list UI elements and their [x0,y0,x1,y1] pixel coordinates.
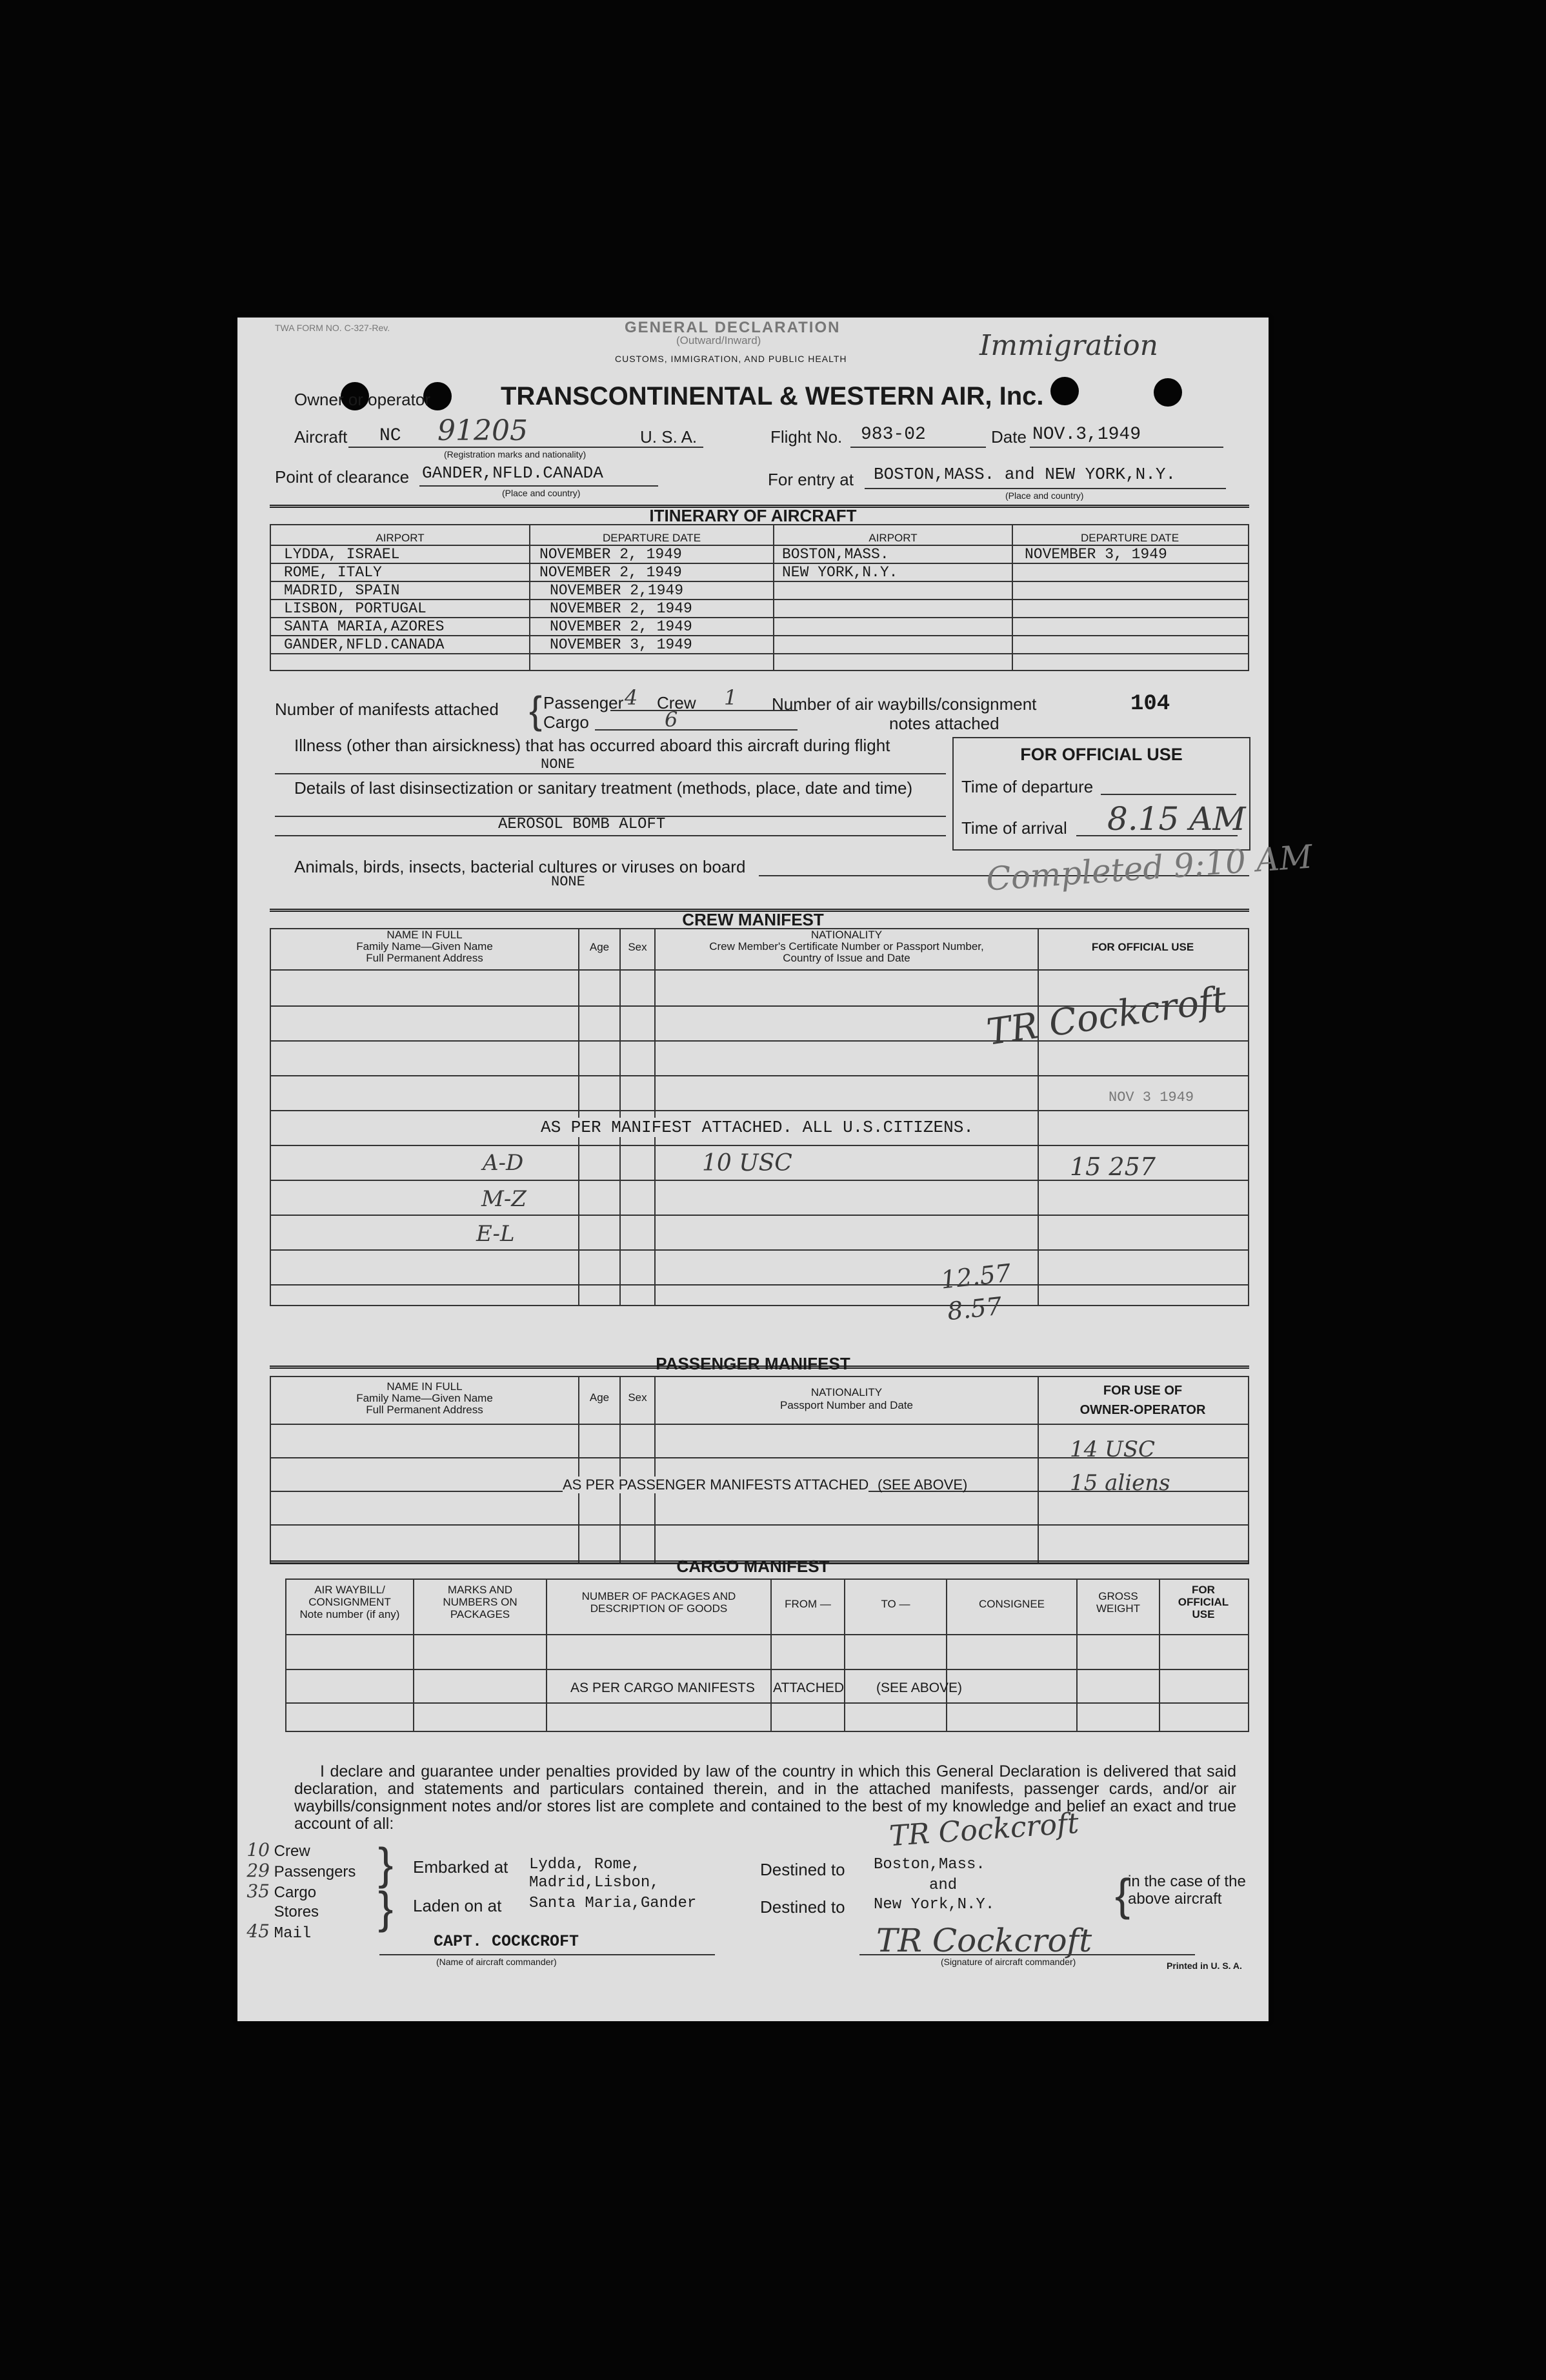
crew-col-nationality [656,929,1038,964]
itinerary-date: NOVEMBER 2, 1949 [539,564,682,581]
itinerary-airport: MADRID, SPAIN [284,582,400,599]
cargo-row-line [285,1702,1248,1704]
passenger-hand-aliens: 15 aliens [1070,1470,1170,1496]
passenger-row-line [270,1524,1248,1526]
crew-row-line [270,1110,1248,1111]
printed-note: Printed in U. S. A. [1167,1961,1242,1971]
passenger-col-age: Age [589,1391,610,1404]
count-passengers-label: Passengers [274,1863,356,1881]
animals-label: Animals, birds, insects, bacterial cultures or viruses on board [294,857,746,876]
date-line [1030,447,1223,448]
illness-value: NONE [541,756,575,772]
itinerary-date: NOVEMBER 2, 1949 [550,600,692,617]
manifest-passenger-value: 4 [625,685,638,710]
cargo-col-line: NUMBERS ON [443,1596,517,1608]
cargo-typed-attached: ATTACHED [773,1680,845,1695]
crew-header-line [270,969,1248,971]
arrival-label: Time of arrival [961,818,1067,838]
count-passengers-value: 29 [246,1860,270,1881]
crew-col-nat-line: NATIONALITY [810,929,883,941]
destined-label: Destined to [760,1897,845,1917]
passenger-col-name-line: NAME IN FULL [386,1380,463,1393]
count-stores [243,1902,352,1922]
form-title: GENERAL DECLARATION [625,319,841,336]
animals-value: NONE [551,874,585,890]
cargo-col-line: MARKS AND [447,1584,513,1596]
cargo-col-line: CONSIGNMENT [308,1596,391,1608]
completed-note: Completed 9:10 AM [985,838,1314,898]
itinerary-title: ITINERARY OF AIRCRAFT [649,506,857,525]
count-crew-value: 10 [246,1839,270,1861]
commander-caption: (Name of aircraft commander) [436,1957,557,1967]
departure-line [1101,794,1236,795]
cargo-col-line: OFFICIAL [1178,1596,1229,1608]
aircraft-number: 91205 [437,414,528,447]
cargo-col-line: WEIGHT [1096,1602,1140,1615]
signature-caption: (Signature of aircraft commander) [941,1957,1076,1967]
declaration-counts [243,1839,356,1944]
cargo-col-description [547,1590,770,1615]
passenger-col-sex: Sex [628,1391,647,1404]
count-mail [243,1922,352,1944]
count-mail-label: Mail [274,1925,312,1942]
passenger-typed-note: AS PER PASSENGER MANIFESTS ATTACHED [563,1477,869,1493]
crew-col-official: FOR OFFICIAL USE [1091,941,1194,953]
crew-col-divider [1038,928,1039,1305]
itinerary-date: NOVEMBER 3, 1949 [1025,546,1167,563]
cargo-manifest-title: CARGO MANIFEST [676,1557,830,1576]
count-crew-label: Crew [274,1842,310,1860]
crew-col-age: Age [589,941,610,953]
cargo-col-line: AIR WAYBILL/ [314,1584,385,1596]
official-signature: TR Cockcroft [984,978,1229,1054]
manifest-crew-label: Crew [657,693,696,712]
commander-name: CAPT. COCKCROFT [434,1932,579,1951]
punch-hole [1154,378,1182,407]
crew-hand-usc: 10 USC [702,1150,792,1176]
case-brace: { [1115,1870,1130,1920]
aircraft-caption: (Registration marks and nationality) [444,449,587,459]
manifests-brace: { [529,689,543,732]
crew-hand-el: E-L [476,1221,515,1247]
disinsect-line-2 [275,835,946,836]
itinerary-airport: SANTA MARIA,AZORES [284,618,445,635]
official-use-title: FOR OFFICIAL USE [1020,745,1183,764]
manifest-crew-value: 1 [724,685,738,710]
crew-col-divider [619,928,621,1305]
manifest-passenger-line [610,710,798,711]
count-cargo-label: Cargo [274,1884,317,1901]
crew-hand-num2: 8.57 [945,1291,1003,1326]
immigration-handwriting: Immigration [979,329,1158,362]
cargo-see-above: (SEE ABOVE) [876,1680,963,1695]
itinerary-col-airport: AIRPORT [868,532,918,544]
count-stores-label: Stores [274,1903,319,1921]
crew-hand-mz: M-Z [481,1186,527,1212]
destined-1: Boston,Mass. [874,1856,985,1873]
crew-col-divider [578,928,579,1305]
cargo-typed-note: AS PER CARGO MANIFESTS [570,1680,755,1695]
entry-caption: (Place and country) [1005,490,1084,501]
aircraft-label: Aircraft [294,427,348,447]
entry-value: BOSTON,MASS. and NEW YORK,N.Y. [874,465,1176,484]
laden-value: Santa Maria,Gander [529,1895,697,1912]
crew-hand-num1: 12.57 [939,1258,1012,1295]
arrival-value: 8.15 AM [1107,800,1246,838]
crew-col-name [271,929,578,964]
cargo-col-official [1160,1584,1247,1620]
crew-col-sex: Sex [628,941,647,953]
manifest-cargo-value: 6 [665,707,678,732]
destined-and: and [929,1877,958,1894]
manifests-label: Number of manifests attached [275,700,499,719]
captain-signature: TR Cockcroft [876,1922,1092,1959]
itinerary-date: NOVEMBER 2,1949 [550,582,684,599]
flight-line [850,447,986,448]
cargo-col-line: NUMBER OF PACKAGES AND [581,1590,736,1602]
crew-typed-note: AS PER MANIFEST ATTACHED. ALL U.S.CITIZENS. [541,1118,974,1137]
clearance-value: GANDER,NFLD.CANADA [422,463,603,483]
passenger-col-owner-line: FOR USE OF [1103,1384,1183,1398]
crew-stamp-date: NOV 3 1949 [1109,1089,1194,1105]
cargo-col-marks [414,1584,546,1620]
crew-row-line [270,1215,1248,1216]
passenger-col-name [271,1381,578,1416]
itinerary-airport: ROME, ITALY [284,564,382,581]
owner-value: TRANSCONTINENTAL & WESTERN AIR, Inc. [501,382,1044,410]
manifest-cargo-label: Cargo [543,712,589,732]
cargo-col-weight [1078,1590,1159,1615]
itinerary-row-line [270,563,1248,564]
passenger-col-name-line: Family Name—Given Name [356,1392,493,1404]
clearance-label: Point of clearance [275,467,410,487]
waybills-label-2: notes attached [889,714,999,733]
passenger-manifest-title: PASSENGER MANIFEST [656,1354,850,1373]
punch-hole [1050,377,1079,405]
form-direction: (Outward/Inward) [676,334,761,347]
cargo-row-line [285,1669,1248,1670]
form-number: TWA FORM NO. C-327-Rev. [275,323,390,333]
date-value: NOV.3,1949 [1032,425,1141,445]
destined-label: Destined to [760,1860,845,1879]
itinerary-col-date: DEPARTURE DATE [602,532,701,544]
crew-col-divider [654,928,656,1305]
itinerary-col-date: DEPARTURE DATE [1080,532,1180,544]
passenger-header-line [270,1424,1248,1425]
count-passengers [243,1860,356,1882]
crew-row-line [270,1040,1248,1042]
itinerary-airport: LISBON, PORTUGAL [284,600,427,617]
cargo-col-line: PACKAGES [450,1608,510,1620]
count-cargo [243,1882,352,1902]
waybills-label: Number of air waybills/consignment [772,694,1037,714]
aircraft-prefix: NC [379,426,401,446]
cargo-col-line: Note number (if any) [299,1608,400,1620]
cargo-col-from: FROM — [785,1598,831,1610]
cargo-col-line: DESCRIPTION OF GOODS [590,1602,728,1615]
commander-line [379,1954,715,1955]
counts-brace: } [378,1882,394,1933]
itinerary-row-line [270,653,1248,654]
count-mail-value: 45 [246,1921,270,1942]
counts-brace: } [378,1839,394,1889]
cargo-col-line: GROSS [1098,1590,1138,1602]
crew-row-line [270,1075,1248,1076]
itinerary-airport: BOSTON,MASS. [782,546,889,563]
case-note: in the case of the above aircraft [1128,1873,1246,1908]
cargo-header-line [285,1634,1248,1635]
declaration-form [237,318,1314,2021]
flight-value: 983-02 [861,425,926,445]
embarked-value: Lydda, Rome, Madrid,Lisbon, [529,1856,659,1891]
entry-label: For entry at [768,470,854,489]
cargo-col-to: TO — [881,1598,910,1610]
laden-label: Laden on at [413,1896,502,1915]
passenger-hand-usc: 14 USC [1070,1437,1156,1462]
cargo-col-consignee: CONSIGNEE [978,1598,1045,1610]
itinerary-col-airport: AIRPORT [376,532,425,544]
crew-col-nat-line: Crew Member's Certificate Number or Passport Number, [709,940,984,953]
captain-signature-top: TR Cockcroft [888,1806,1080,1853]
waybills-value: 104 [1130,692,1170,716]
owner-label: Owner or operator [294,390,430,409]
passenger-see-above: (SEE ABOVE) [878,1477,968,1493]
crew-row-line [270,1284,1248,1286]
crew-col-name-line: NAME IN FULL [386,929,463,941]
disinsect-value: AEROSOL BOMB ALOFT [498,816,666,833]
passenger-col-nat-line: Passport Number and Date [780,1399,913,1411]
embarked-label: Embarked at [413,1857,508,1877]
date-label: Date [991,427,1027,447]
cargo-col-line: USE [1192,1608,1215,1620]
departure-label: Time of departure [961,777,1094,796]
entry-line [865,488,1226,489]
crew-manifest-title: CREW MANIFEST [682,910,824,929]
count-cargo-value: 35 [246,1881,270,1902]
form-agencies: CUSTOMS, IMMIGRATION, AND PUBLIC HEALTH [615,354,847,364]
itinerary-airport: NEW YORK,N.Y. [782,564,898,581]
passenger-col-name-line: Full Permanent Address [366,1404,483,1416]
illness-line [275,773,946,774]
passenger-col-nationality [656,1386,1038,1412]
cargo-col-line: FOR [1192,1584,1215,1596]
passenger-col-nat-line: NATIONALITY [810,1386,883,1398]
disinsect-label: Details of last disinsectization or sanitary treatment (methods, place, date and time) [294,778,913,798]
flight-label: Flight No. [770,427,843,447]
crew-col-nat-line: Country of Issue and Date [783,952,910,964]
itinerary-date: NOVEMBER 2, 1949 [550,618,692,635]
count-crew [243,1840,352,1861]
itinerary-date: NOVEMBER 3, 1949 [550,636,692,653]
manifest-cargo-line [595,729,798,731]
aircraft-country: U. S. A. [640,427,698,447]
itinerary-date: NOVEMBER 2, 1949 [539,546,682,563]
crew-row-line [270,1145,1248,1146]
clearance-caption: (Place and country) [502,488,581,498]
cargo-col-waybill [286,1584,413,1620]
crew-hand-count: 15 257 [1070,1153,1156,1181]
illness-label: Illness (other than airsickness) that has occurred aboard this aircraft during flight [294,736,890,755]
crew-col-name-line: Full Permanent Address [366,952,483,964]
itinerary-airport: GANDER,NFLD.CANADA [284,636,445,653]
passenger-col-owner-line: OWNER-OPERATOR [1079,1403,1206,1417]
crew-col-name-line: Family Name—Given Name [356,940,493,953]
clearance-line [419,485,658,487]
manifest-passenger-label: Passenger [543,693,624,712]
itinerary-row-line [270,581,1248,582]
itinerary-airport: LYDDA, ISRAEL [284,546,400,563]
declaration-text: I declare and guarantee under penalties provided by law of the country in which this General Declaration is delivered that said declaration, and statements and particulars contained therein, and in the attached manifests, passenger cards, and/or air waybills/consignment notes and/or stores list are complete and contained to the best of my knowledge and belief an exact and true account of all: [294,1762,1236,1833]
passenger-col-owner [1039,1381,1247,1420]
destined-2: New York,N.Y. [874,1896,995,1913]
crew-hand-ad: A-D [483,1150,524,1176]
crew-row-line [270,1249,1248,1251]
